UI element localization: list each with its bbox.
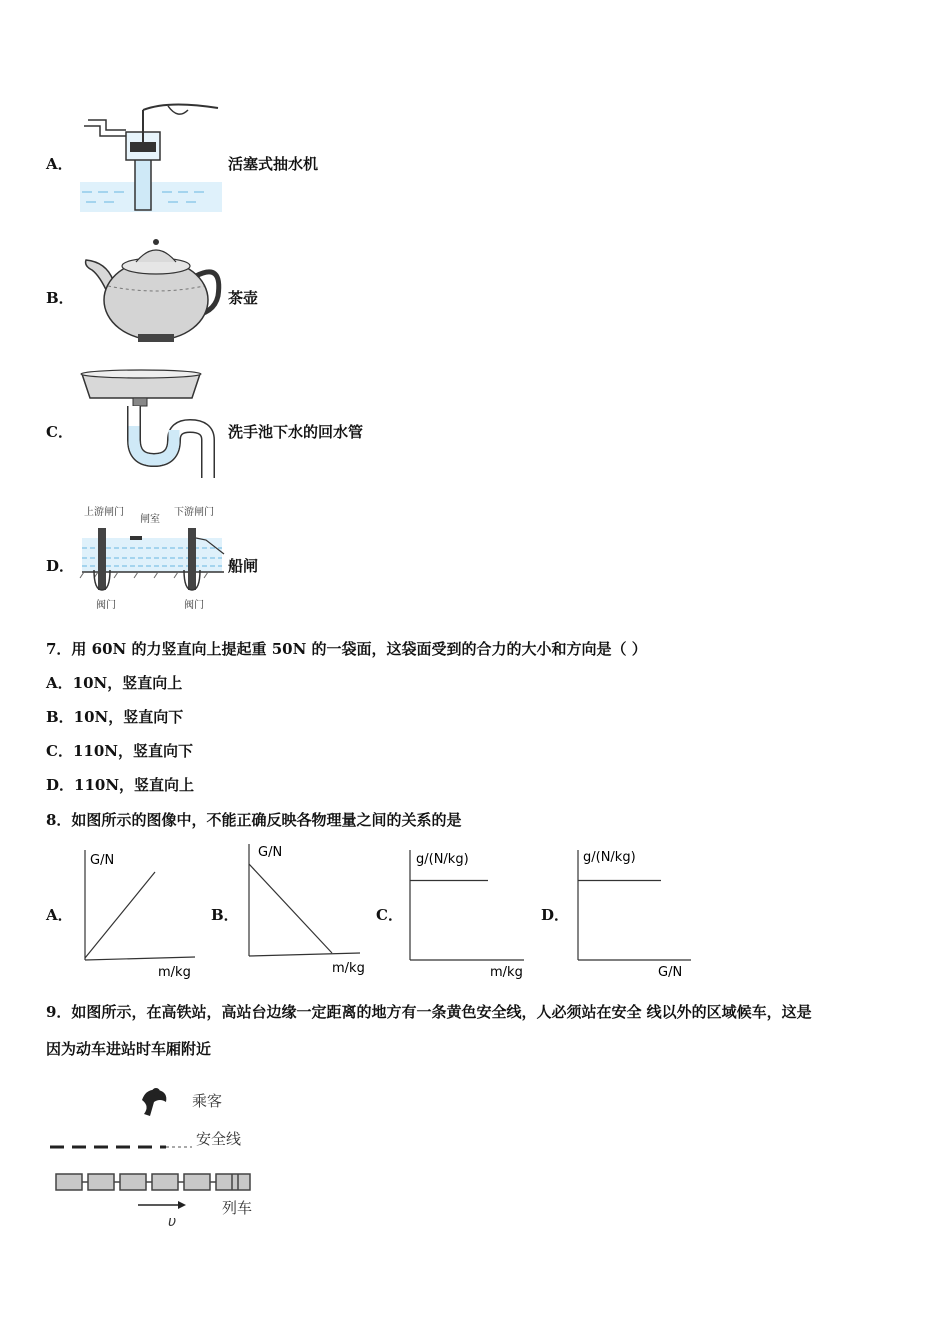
option-a-label: A． bbox=[46, 155, 73, 173]
graph-b-line bbox=[249, 864, 332, 953]
option-c-caption: 洗手池下水的回水管 bbox=[228, 423, 364, 441]
option-b-caption: 茶壶 bbox=[228, 289, 259, 307]
graph-c bbox=[396, 842, 531, 982]
safety-line-label: 安全线 bbox=[196, 1130, 242, 1148]
q8-option-c-label: C． bbox=[376, 906, 403, 924]
graph-b-xlabel: m/kg bbox=[332, 961, 365, 976]
graph-d bbox=[563, 842, 698, 982]
graph-b-x-axis bbox=[249, 953, 360, 956]
train-label: 列车 bbox=[222, 1199, 253, 1217]
graph-b bbox=[234, 838, 369, 978]
valve-right-label: 阀门 bbox=[184, 600, 204, 611]
valve-left-label: 阀门 bbox=[96, 600, 116, 611]
option-b-label: B． bbox=[46, 289, 74, 307]
piston-pump-figure bbox=[78, 100, 226, 215]
q7-option-a: A．10N，竖直向上 bbox=[46, 674, 183, 692]
graph-c-xlabel: m/kg bbox=[490, 965, 523, 980]
option-c-label: C． bbox=[46, 423, 73, 441]
q7-option-c: C．110N，竖直向下 bbox=[46, 742, 193, 760]
ship-lock-figure bbox=[78, 500, 228, 615]
graph-a-line bbox=[85, 872, 155, 958]
q9-stem-line2: 因为动车进站时车厢附近 bbox=[46, 1040, 212, 1058]
graph-c-ylabel: g/(N/kg) bbox=[416, 852, 469, 867]
q7-option-b: B．10N，竖直向下 bbox=[46, 708, 184, 726]
graph-d-xlabel: G/N bbox=[658, 965, 683, 980]
q9-stem-line1: 9．如图所示，在高铁站，高站台边缘一定距离的地方有一条黄色安全线，人必须站在安全 线以外的区域候车，这是 bbox=[46, 1003, 812, 1021]
option-a-caption: 活塞式抽水机 bbox=[228, 155, 319, 173]
option-d-caption: 船闸 bbox=[228, 557, 259, 575]
lock-chamber-label: 闸室 bbox=[140, 514, 160, 525]
graph-a-x-axis bbox=[85, 957, 195, 960]
graph-b-ylabel: G/N bbox=[258, 845, 283, 860]
velocity-label: υ bbox=[168, 1214, 177, 1230]
passenger-label: 乘客 bbox=[192, 1092, 223, 1110]
teapot-figure bbox=[78, 232, 226, 347]
option-d-label: D． bbox=[46, 557, 75, 575]
sink-trap-figure bbox=[78, 368, 226, 483]
q8-stem: 8．如图所示的图像中，不能正确反映各物理量之间的关系的是 bbox=[46, 811, 462, 829]
graph-a-xlabel: m/kg bbox=[158, 965, 191, 980]
q7-option-d: D．110N，竖直向上 bbox=[46, 776, 195, 794]
graph-a-ylabel: G/N bbox=[90, 853, 115, 868]
graph-a bbox=[70, 840, 205, 980]
q8-option-d-label: D． bbox=[541, 906, 570, 924]
q8-option-b-label: B． bbox=[211, 906, 239, 924]
platform-figure bbox=[46, 1080, 276, 1230]
graph-d-ylabel: g/(N/kg) bbox=[583, 850, 636, 865]
downstream-gate-label: 下游闸门 bbox=[174, 507, 214, 518]
q7-stem: 7．用 60N 的力竖直向上提起重 50N 的一袋面，这袋面受到的合力的大小和方向是（ ） bbox=[46, 640, 647, 658]
upstream-gate-label: 上游闸门 bbox=[84, 507, 124, 518]
q8-option-a-label: A． bbox=[46, 906, 73, 924]
